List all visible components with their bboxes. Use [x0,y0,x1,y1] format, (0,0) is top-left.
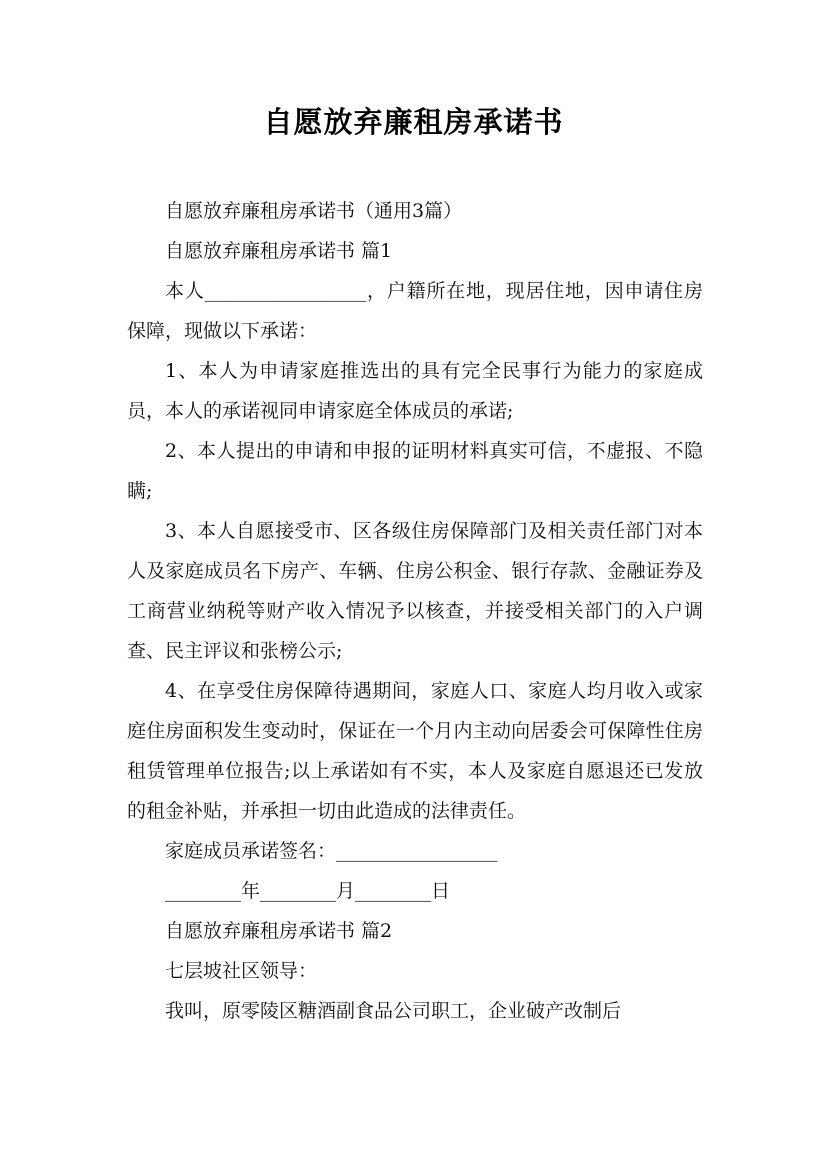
document-body [127,191,703,1031]
name-blank: _________________ [204,280,367,302]
commitment-item-2: 2、本人提出的申请和申报的证明材料真实可信，不虚报、不隐瞒; [127,440,703,502]
section2-paragraph: 我叫，原零陵区糖酒副食品公司职工，企业破产改制后 [165,1000,622,1022]
date-line: ________年________月________日 [165,880,451,902]
signature-line [127,831,703,871]
document-title: 自愿放弃廉租房承诺书 [263,105,564,139]
subtitle: 自愿放弃廉租房承诺书（通用3篇） [165,200,463,222]
greeting: 七层坡社区领导： [165,960,318,982]
commitment-item-4: 4、在享受住房保障待遇期间，家庭人口、家庭人均月收入或家庭住房面积发生变动时，保证在一个月内主动向居委会可保障性住房租赁管理单位报告;以上承诺如有不实，本人及家庭自愿退还已发放的租金补贴，并承担一切由此造成的法律责任。 [127,680,703,822]
commitment-item-3: 3、本人自愿接受市、区各级住房保障部门及相关责任部门对本人及家庭成员名下房产、车辆、住房公积金、银行存款、金融证券及工商营业纳税等财产收入情况予以核查，并接受相关部门的入户调查、民主评议和张榜公示; [127,520,703,662]
intro-prefix: 本人 [165,280,205,302]
commitment-item-1: 1、本人为申请家庭推选出的具有完全民事行为能力的家庭成员，本人的承诺视同申请家庭全体成员的承诺; [127,360,703,422]
section1-heading: 自愿放弃廉租房承诺书 篇1 [165,240,393,262]
signature-label: 家庭成员承诺签名： [165,840,337,862]
intro-rest: ，户籍所在地，现居住地，因申请住房保障，现做以下承诺： [127,280,703,342]
signature-blank: _________________ [336,840,498,862]
section2-heading: 自愿放弃廉租房承诺书 篇2 [165,920,393,942]
intro-paragraph [127,271,703,351]
